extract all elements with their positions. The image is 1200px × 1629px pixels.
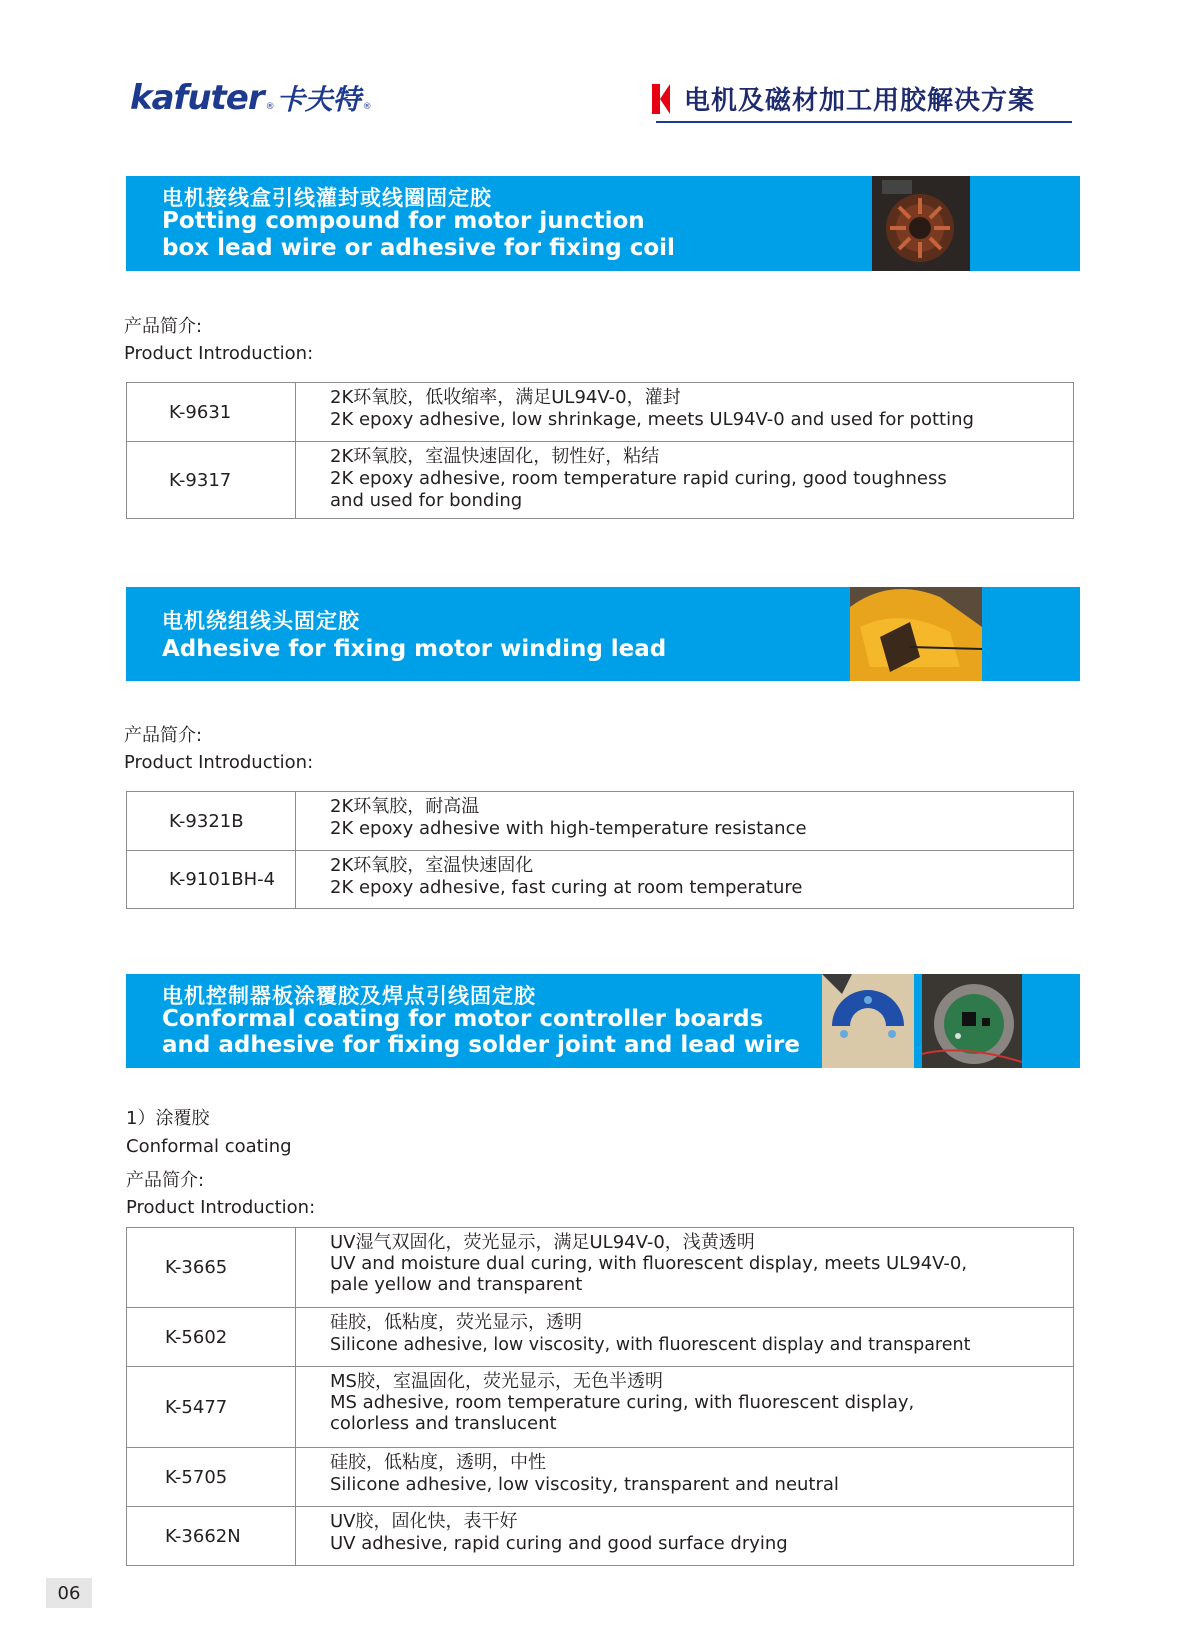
chevron-mark-icon xyxy=(652,84,670,114)
description-cn: 2K环氧胶，室温快速固化，韧性好，粘结 xyxy=(330,446,660,467)
product-description xyxy=(296,851,1073,908)
table-row xyxy=(127,1228,1073,1307)
product-code: K-9101BH-4 xyxy=(127,851,296,908)
product-description xyxy=(296,1507,1073,1565)
description-en: 2K epoxy adhesive, fast curing at room temperature xyxy=(330,877,803,898)
table-row xyxy=(127,1307,1073,1366)
table-row xyxy=(127,1366,1073,1447)
description-cn: MS胶，室温固化，荧光显示，无色半透明 xyxy=(330,1371,663,1392)
section-banner-junction-box xyxy=(126,176,1080,271)
product-description xyxy=(296,792,1073,850)
product-description xyxy=(296,1367,1073,1447)
brand-name-en: kafuter xyxy=(130,78,264,118)
banner-title-en: Adhesive for fixing motor winding lead xyxy=(162,636,667,662)
registered-mark: ® xyxy=(362,102,372,112)
description-cn: UV胶，固化快，表干好 xyxy=(330,1511,518,1532)
banner-title-cn: 电机控制器板涂覆胶及焊点引线固定胶 xyxy=(162,984,536,1008)
description-en: Silicone adhesive, low viscosity, transparent and neutral xyxy=(330,1474,839,1495)
description-cn: 2K环氧胶，室温快速固化 xyxy=(330,855,534,876)
product-code: K-9631 xyxy=(127,383,296,441)
description-en: 2K epoxy adhesive, low shrinkage, meets UL94V-0 and used for potting xyxy=(330,409,974,430)
product-code: K-5705 xyxy=(127,1448,296,1506)
product-description xyxy=(296,442,1073,518)
page-number: 06 xyxy=(46,1578,92,1608)
brand-name-cn: 卡夫特 xyxy=(276,83,361,116)
motor-winding-photo xyxy=(850,587,982,681)
product-description xyxy=(296,1228,1073,1307)
description-en: and used for bonding xyxy=(330,490,523,511)
product-table xyxy=(126,1227,1074,1566)
section-banner-winding-lead xyxy=(126,587,1080,681)
banner-title-cn: 电机接线盒引线灌封或线圈固定胶 xyxy=(162,186,492,210)
header-underline xyxy=(656,121,1072,123)
description-cn: 2K环氧胶，耐高温 xyxy=(330,796,480,817)
table-row xyxy=(127,1447,1073,1506)
page-header-title xyxy=(652,80,1072,117)
table-row xyxy=(127,441,1073,518)
product-description xyxy=(296,1308,1073,1366)
banner-title-en: box lead wire or adhesive for fixing coil xyxy=(162,235,675,261)
product-table xyxy=(126,791,1074,909)
product-code: K-3662N xyxy=(127,1507,296,1565)
table-row xyxy=(127,792,1073,850)
banner-title-cn: 电机绕组线头固定胶 xyxy=(162,609,360,633)
product-code: K-5477 xyxy=(127,1367,296,1447)
description-en: pale yellow and transparent xyxy=(330,1274,583,1295)
subsection-label-cn: 1）涂覆胶 xyxy=(126,1108,210,1129)
product-description xyxy=(296,1448,1073,1506)
description-cn: 硅胶，低粘度，透明，中性 xyxy=(330,1452,546,1473)
circuit-board-photo xyxy=(822,974,914,1068)
product-code: K-3665 xyxy=(127,1228,296,1307)
description-en: 2K epoxy adhesive with high-temperature resistance xyxy=(330,818,807,839)
product-code: K-5602 xyxy=(127,1308,296,1366)
registered-mark: ® xyxy=(265,102,275,112)
intro-label-cn: 产品简介: xyxy=(124,316,203,337)
description-cn: 2K环氧胶，低收缩率，满足UL94V-0，灌封 xyxy=(330,387,681,408)
table-row xyxy=(127,850,1073,908)
subsection-label-en: Conformal coating xyxy=(126,1136,292,1157)
table-row xyxy=(127,1506,1073,1565)
product-description xyxy=(296,383,1073,441)
description-en: Silicone adhesive, low viscosity, with fluorescent display and transparent xyxy=(330,1335,971,1355)
banner-title-en: Conformal coating for motor controller boards xyxy=(162,1006,764,1032)
description-en: MS adhesive, room temperature curing, with fluorescent display, xyxy=(330,1392,915,1413)
motor-coil-photo xyxy=(872,176,970,271)
description-en: UV and moisture dual curing, with fluorescent display, meets UL94V-0, xyxy=(330,1253,968,1274)
banner-title-en: Potting compound for motor junction xyxy=(162,208,645,234)
table-row xyxy=(127,383,1073,441)
intro-label-en: Product Introduction: xyxy=(124,343,314,364)
section-banner-controller-board xyxy=(126,974,1080,1068)
description-en: colorless and translucent xyxy=(330,1413,557,1434)
intro-label-en: Product Introduction: xyxy=(126,1197,316,1218)
description-cn: 硅胶，低粘度，荧光显示，透明 xyxy=(330,1312,582,1333)
product-code: K-9317 xyxy=(127,442,296,518)
header-title-text: 电机及磁材加工用胶解决方案 xyxy=(684,86,1036,116)
description-en: UV adhesive, rapid curing and good surface drying xyxy=(330,1533,788,1554)
description-cn: UV湿气双固化，荧光显示，满足UL94V-0，浅黄透明 xyxy=(330,1232,755,1253)
product-table xyxy=(126,382,1074,519)
intro-label-cn: 产品简介: xyxy=(126,1170,205,1191)
motor-controller-photo xyxy=(922,974,1022,1068)
description-en: 2K epoxy adhesive, room temperature rapid curing, good toughness xyxy=(330,468,947,489)
intro-label-en: Product Introduction: xyxy=(124,752,314,773)
banner-title-en: and adhesive for fixing solder joint and lead wire xyxy=(162,1032,800,1058)
brand-logo xyxy=(130,78,374,118)
product-code: K-9321B xyxy=(127,792,296,850)
intro-label-cn: 产品简介: xyxy=(124,725,203,746)
